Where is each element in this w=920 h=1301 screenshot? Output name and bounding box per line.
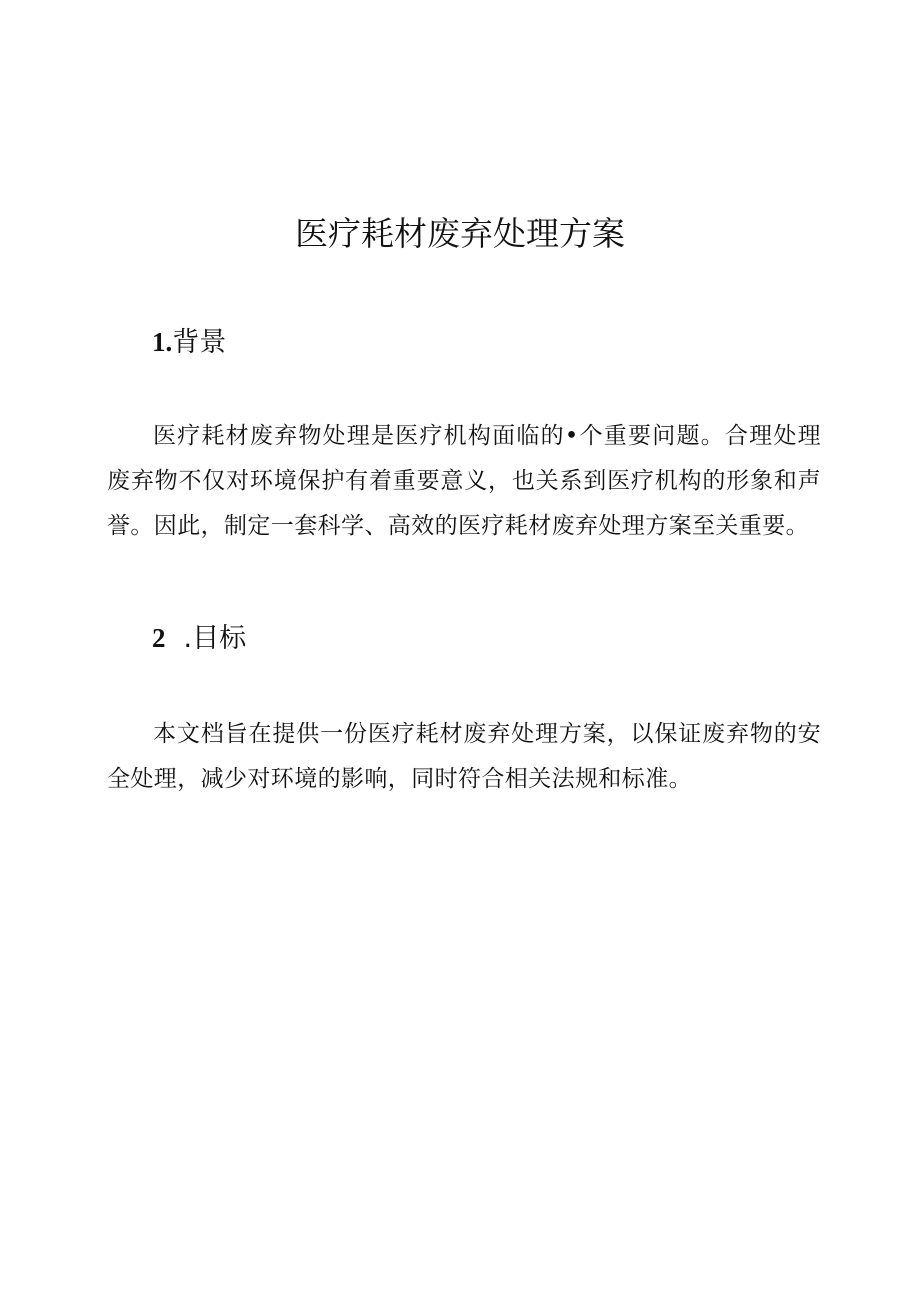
section-number: 1. bbox=[152, 327, 173, 357]
section-number: 2 bbox=[152, 623, 166, 653]
section-body-background: 医疗耗材废弃物处理是医疗机构面临的•个重要问题。合理处理废弃物不仅对环境保护有着重要意义，也关系到医疗机构的形象和声誉。因此，制定一套科学、高效的医疗耗材废弃处理方案至关重要。 bbox=[107, 423, 821, 539]
section-heading-text: 背景 bbox=[172, 327, 227, 358]
section-heading-text: .目标 bbox=[183, 623, 247, 654]
section-heading-goal bbox=[152, 618, 246, 659]
section-heading-background bbox=[152, 322, 226, 363]
section-body-goal: 本文档旨在提供一份医疗耗材废弃处理方案，以保证废弃物的安全处理，减少对环境的影响，同时符合相关法规和标准。 bbox=[107, 721, 821, 792]
document-title: 医疗耗材废弃处理方案 bbox=[295, 214, 625, 253]
